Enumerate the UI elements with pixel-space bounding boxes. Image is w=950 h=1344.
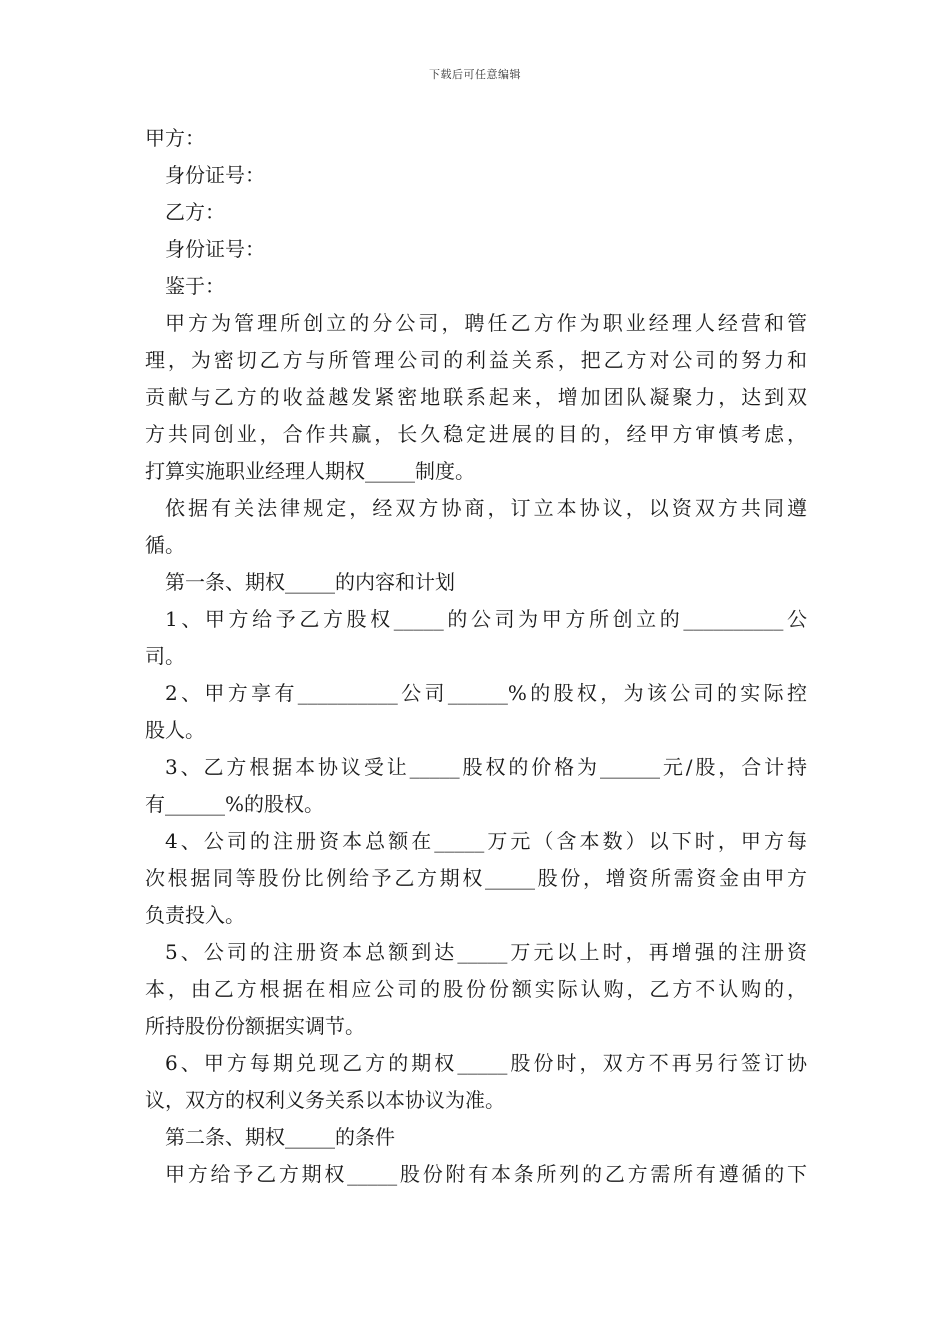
paragraph-line: 打算实施职业经理人期权_____制度。 [145,459,475,483]
clause-line: 股人。 [145,718,205,742]
paragraph-line: 贡献与乙方的收益越发紧密地联系起来，增加团队凝聚力，达到双 [145,385,807,409]
clause-line: 负责投入。 [145,903,245,927]
clause-line: 次根据同等股份比例给予乙方期权_____股份，增资所需资金由甲方 [145,866,807,890]
paragraph-line: 甲方给予乙方期权_____股份附有本条所列的乙方需所有遵循的下 [165,1162,807,1186]
paragraph-line: 方共同创业，合作共赢，长久稳定进展的目的，经甲方审慎考虑， [145,422,807,446]
clause-line: 本，由乙方根据在相应公司的股份份额实际认购，乙方不认购的， [145,977,807,1001]
clause-line: 5、公司的注册资本总额到达_____万元以上时，再增强的注册资 [165,940,807,964]
id-number-line-b: 身份证号： [165,237,265,261]
id-number-line-a: 身份证号： [165,163,265,187]
clause-line: 议，双方的权利义务关系以本协议为准。 [145,1088,505,1112]
whereas-line: 鉴于： [165,274,225,298]
clause-line: 司。 [145,644,185,668]
article-heading: 第一条、期权_____的内容和计划 [165,570,455,594]
party-b-line: 乙方： [165,200,225,224]
clause-line: 2、甲方享有__________公司______%的股权，为该公司的实际控 [165,681,807,705]
clause-line: 6、甲方每期兑现乙方的期权_____股份时，双方不再另行签订协 [165,1051,807,1075]
paragraph-line: 理，为密切乙方与所管理公司的利益关系，把乙方对公司的努力和 [145,348,807,372]
paragraph-line: 甲方为管理所创立的分公司，聘任乙方作为职业经理人经营和管 [165,311,807,335]
clause-line: 3、乙方根据本协议受让_____股权的价格为______元/股，合计持 [165,755,807,779]
clause-line: 1、甲方给予乙方股权_____的公司为甲方所创立的__________公 [165,607,807,631]
document-body [145,120,807,1193]
clause-line: 有______%的股权。 [145,792,325,816]
party-a-line: 甲方： [145,126,205,150]
article-heading: 第二条、期权_____的条件 [165,1125,395,1149]
clause-line: 4、公司的注册资本总额在_____万元（含本数）以下时，甲方每 [165,829,807,853]
page-header-note: 下载后可任意编辑 [429,68,521,81]
paragraph-line: 循。 [145,533,185,557]
clause-line: 所持股份份额据实调节。 [145,1014,365,1038]
paragraph-line: 依据有关法律规定，经双方协商，订立本协议，以资双方共同遵 [165,496,807,520]
